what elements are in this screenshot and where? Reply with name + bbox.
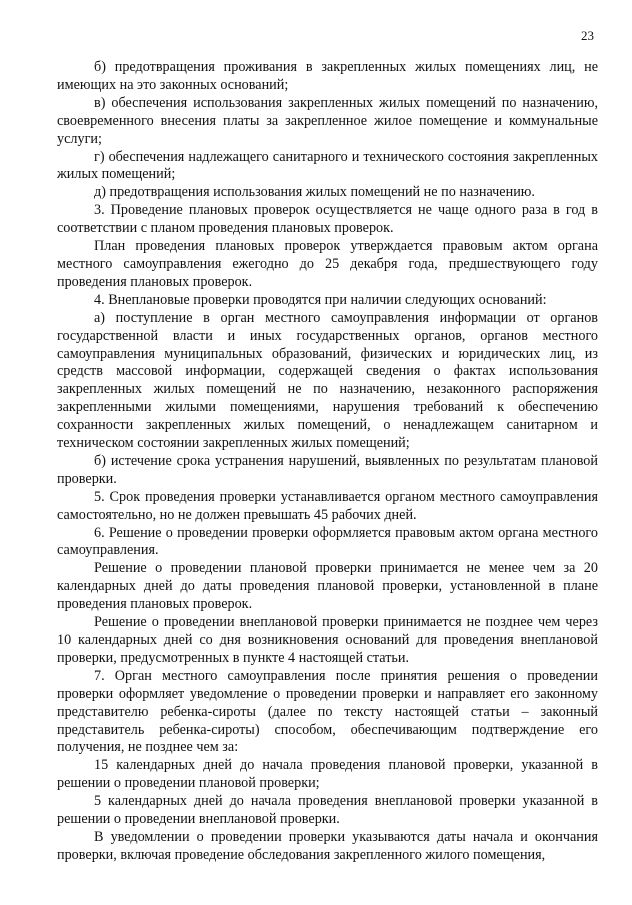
paragraph-3-planned-frequency: 3. Проведение плановых проверок осуществляется не чаще одного раза в год в соответствии с планом проведения плановых проверок. (57, 202, 598, 237)
paragraph-planned-decision-timing: Решение о проведении плановой проверки принимается не менее чем за 20 календарных дней до даты проведения плановой проверки, установленной в плане проведения плановых проверок. (57, 560, 598, 613)
paragraph-4b-deadline-expired: б) истечение срока устранения нарушений, выявленных по результатам плановой проверки. (57, 452, 598, 487)
paragraph-6-decision: 6. Решение о проведении проверки оформляется правовым актом органа местного самоуправления. (57, 524, 598, 559)
paragraph-unplanned-decision-timing: Решение о проведении внеплановой проверки принимается не позднее чем через 10 календарных дней со дня возникновения оснований для проведения внеплановой проверки, предусмотренных в пункте 4 настоящей статьи. (57, 614, 598, 666)
paragraph-notification-contents: В уведомлении о проведении проверки указываются даты начала и окончания проверки, включая проведение обследования закрепленного жилого помещения, (57, 828, 598, 863)
document-body (57, 59, 598, 865)
paragraph-4a-information-received: а) поступление в орган местного самоуправления информации от органов государственной власти и иных государственных органов, органов местного самоуправления муниципальных образований, физических и юридических лиц, из средств массовой информации, содержащей сведения о фактах использования закрепленных жилых помещений не по назначению, незаконного распоряжения закрепленными жилыми помещениями, нарушения требований к обеспечению сохранности закрепленных жилых помещений, о ненадлежащем санитарном и техническом состоянии закрепленных жилых помещений; (57, 309, 598, 452)
paragraph-1d-prevent-misuse: д) предотвращения использования жилых помещений не по назначению. (94, 184, 535, 201)
paragraph-4-unplanned-grounds: 4. Внеплановые проверки проводятся при наличии следующих оснований: (94, 291, 547, 308)
paragraph-1v-proper-use: в) обеспечения использования закрепленных жилых помещений по назначению, своевременного внесения платы за закрепленное жилое помещение и коммунальные услуги; (57, 94, 598, 147)
paragraph-plan-approval: План проведения плановых проверок утверждается правовым актом органа местного самоуправления ежегодно до 25 декабря года, предшествующего году проведения плановых проверок. (57, 238, 598, 290)
paragraph-7-notification: 7. Орган местного самоуправления после принятия решения о проведении проверки оформляет уведомление о проведении проверки и направляет его законному представителю ребенка-сироты (далее по тексту настоящей статьи – законный представитель ребенка-сироты) способом, обеспечивающим подтверждение его получения, не позднее чем за: (57, 667, 598, 756)
page-number: 23 (581, 28, 594, 43)
paragraph-1b-prevent-residence: б) предотвращения проживания в закрепленных жилых помещениях лиц, не имеющих на это законных оснований; (57, 59, 598, 93)
paragraph-15-days-planned: 15 календарных дней до начала проведения плановой проверки, указанной в решении о проведении плановой проверки; (57, 757, 598, 792)
paragraph-1g-sanitary-state: г) обеспечения надлежащего санитарного и технического состояния закрепленных жилых помещений; (57, 148, 598, 183)
paragraph-5-days-unplanned: 5 календарных дней до начала проведения внеплановой проверки указанной в решении о проведении внеплановой проверки. (57, 793, 598, 828)
paragraph-5-inspection-term: 5. Срок проведения проверки устанавливается органом местного самоуправления самостоятельно, но не должен превышать 45 рабочих дней. (57, 488, 598, 523)
